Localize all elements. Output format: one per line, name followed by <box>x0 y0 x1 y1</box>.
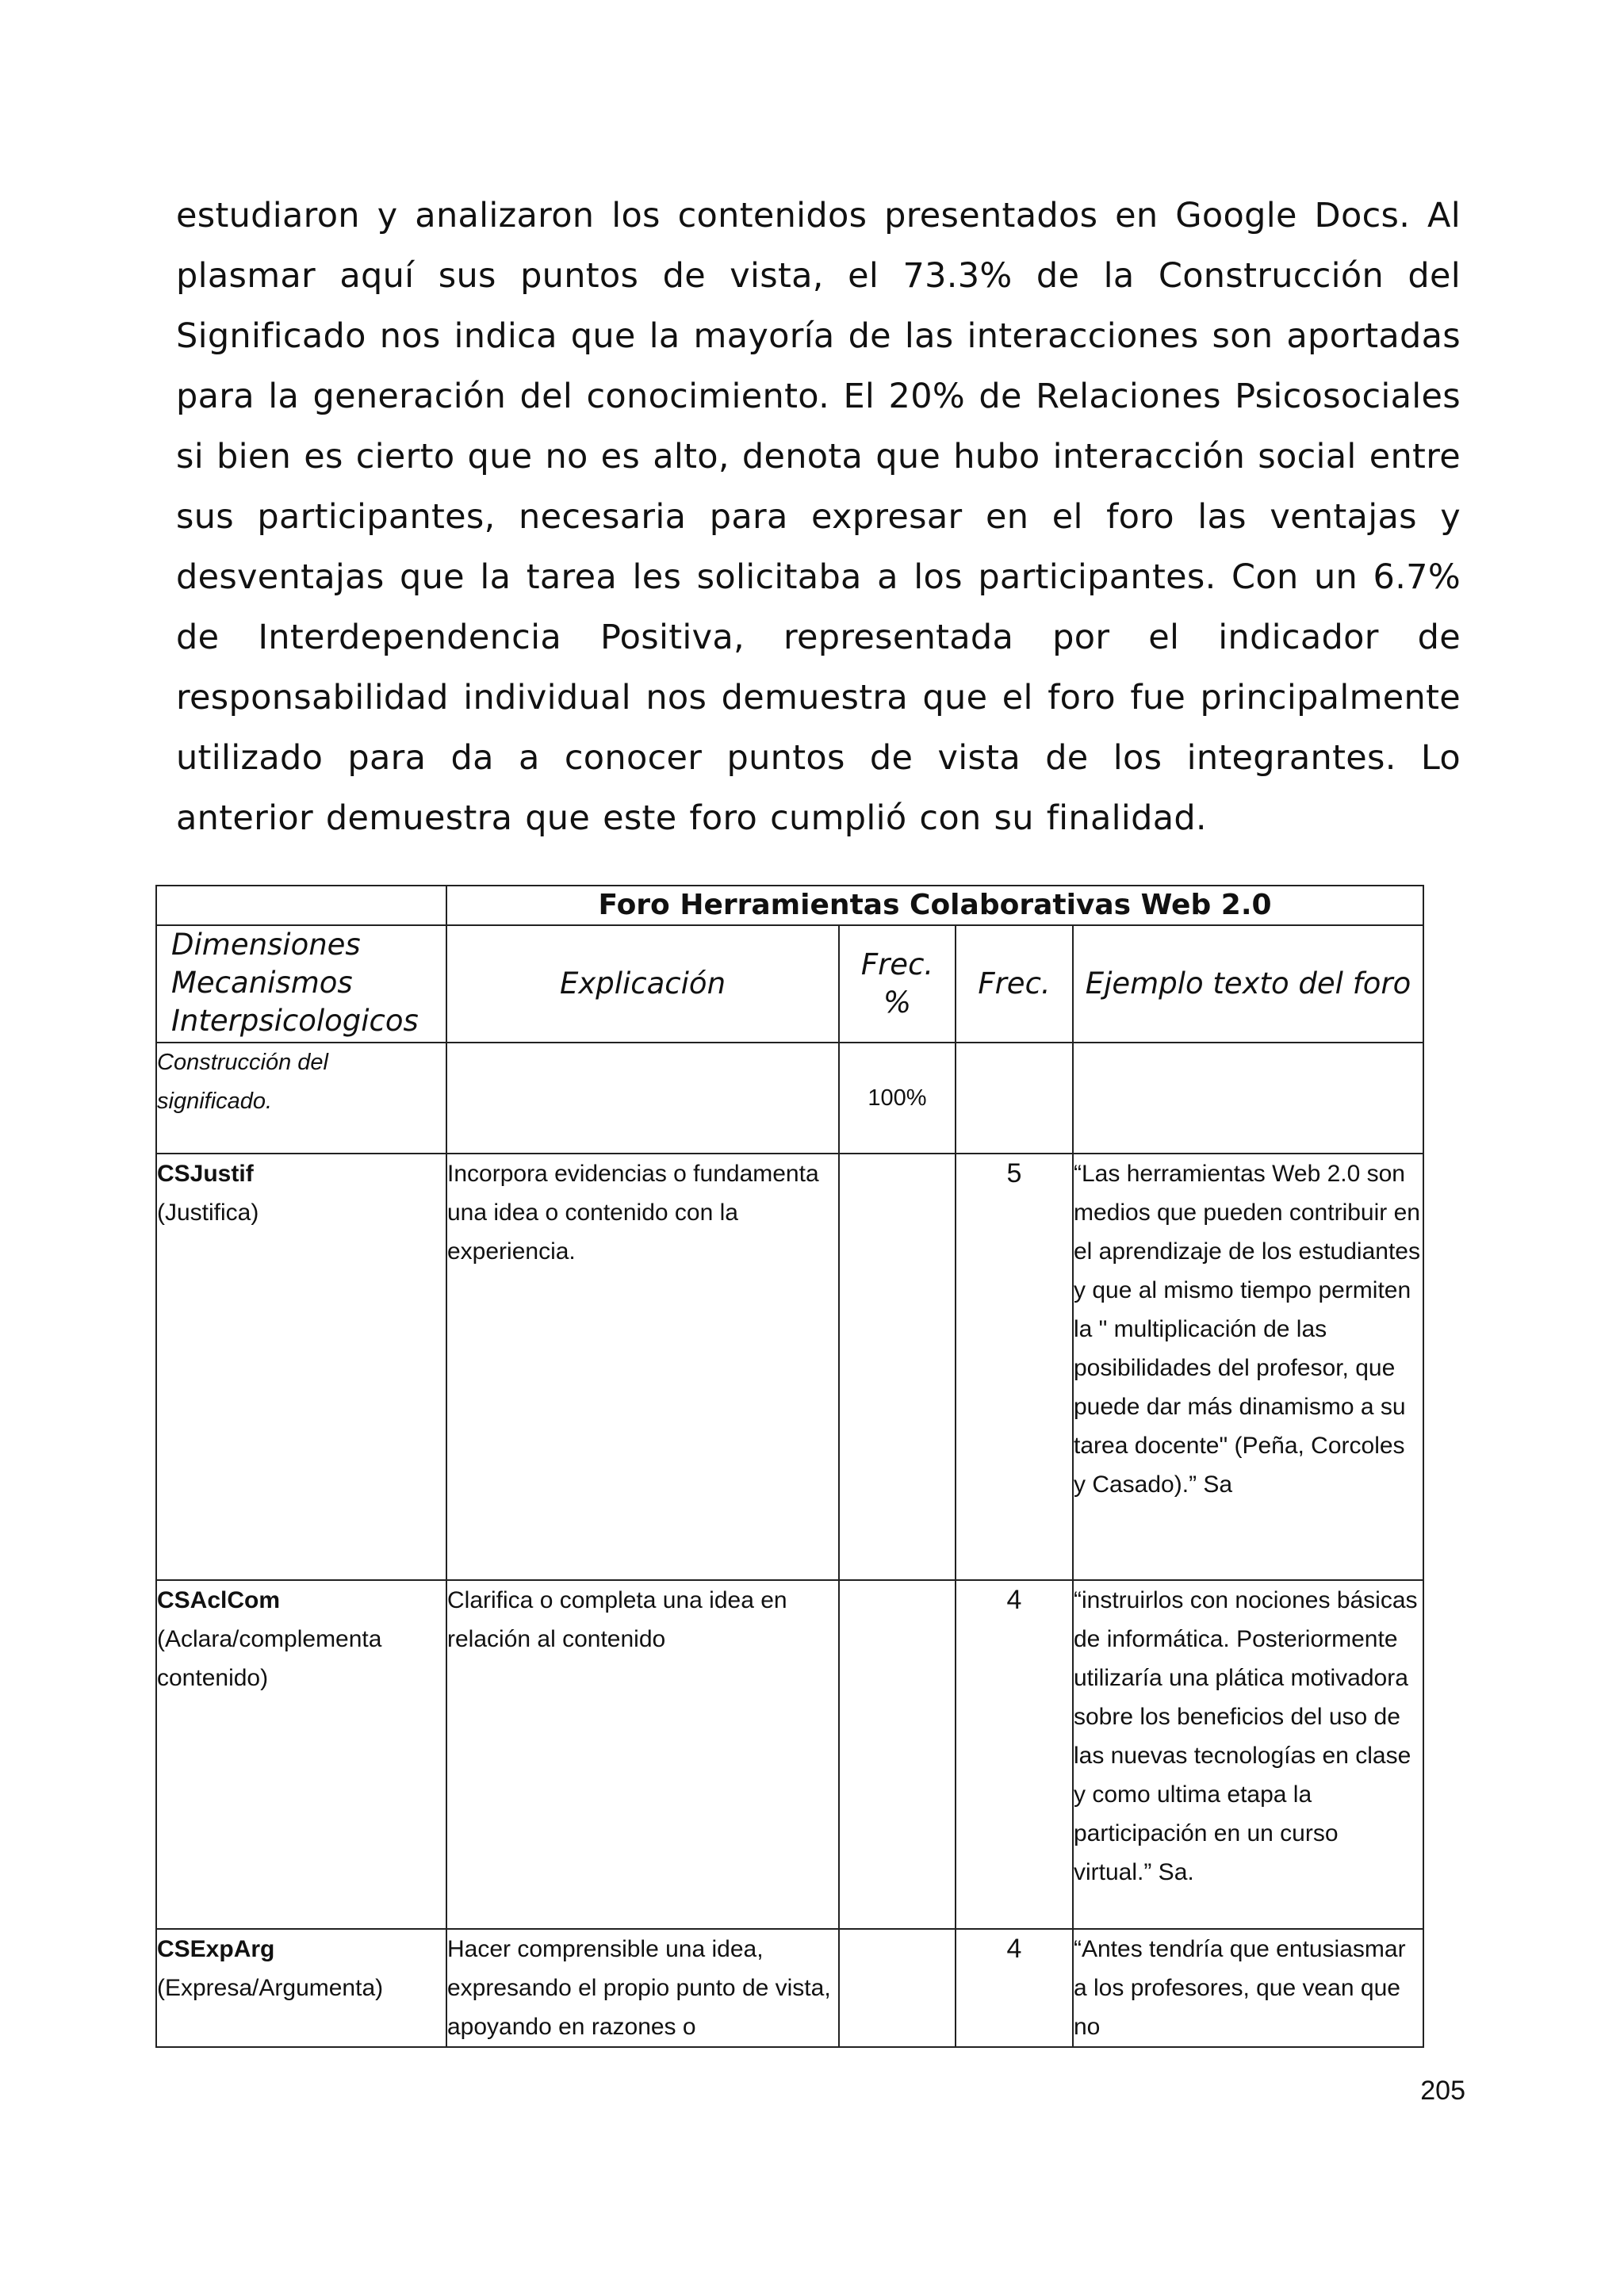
header-dimensions <box>156 925 446 1043</box>
row-explanation: Hacer comprensible una idea, expresando el propio punto de vista, apoyando en razones o <box>446 1929 839 2047</box>
header-dimensions-line1: Dimensiones <box>171 928 361 962</box>
table-row <box>156 1929 1423 2047</box>
body-paragraph: estudiaron y analizaron los contenidos presentados en Google Docs. Al plasmar aquí sus puntos de vista, el 73.3% de la Construcción del Significado nos indica que la mayoría de las interacciones son aportadas para la generación del conocimiento. El 20% de Relaciones Psicosociales si bien es cierto que no es alto, denota que hubo interacción social entre sus participantes, necesaria para expresar en el foro las ventajas y desventajas que la tarea les solicitaba a los participantes. Con un 6.7% de Interdependencia Positiva, representada por el indicador de responsabilidad individual nos demuestra que el foro fue principalmente utilizado para da a conocer puntos de vista de los integrantes. Lo anterior demuestra que este foro cumplió con su finalidad. <box>176 196 1461 838</box>
row-freq: 4 <box>956 1580 1073 1929</box>
row-dimension <box>156 1154 446 1580</box>
row-freq: 4 <box>956 1929 1073 2047</box>
category-explanation-empty <box>446 1043 839 1154</box>
table-corner-cell <box>156 886 446 925</box>
row-code-name: (Aclara/complementa contenido) <box>157 1626 382 1691</box>
row-example: “Antes tendría que entusiasmar a los profesores, que vean que no <box>1073 1929 1423 2047</box>
row-explanation: Clarifica o completa una idea en relación al contenido <box>446 1580 839 1929</box>
row-code-name: (Expresa/Argumenta) <box>157 1975 384 2001</box>
table-row <box>156 1154 1423 1580</box>
header-freq-pct <box>839 925 956 1043</box>
category-label-line1: Construcción del <box>157 1050 328 1075</box>
header-freq-pct-line1: Frec. <box>860 947 934 982</box>
page-number: 205 <box>1420 2076 1465 2106</box>
category-percent: 100% <box>839 1043 956 1154</box>
row-code: CSAclCom <box>157 1587 281 1613</box>
row-dimension <box>156 1580 446 1929</box>
table-row <box>156 1580 1423 1929</box>
header-example: Ejemplo texto del foro <box>1073 925 1423 1043</box>
category-row <box>156 1043 1423 1154</box>
table-title: Foro Herramientas Colaborativas Web 2.0 <box>446 886 1423 925</box>
row-freq: 5 <box>956 1154 1073 1580</box>
row-freq-pct-empty <box>839 1929 956 2047</box>
category-example-empty <box>1073 1043 1423 1154</box>
row-freq-pct-empty <box>839 1580 956 1929</box>
row-code-name: (Justifica) <box>157 1200 259 1226</box>
row-example: “instruirlos con nociones básicas de informática. Posteriormente utilizaría una plática motivadora sobre los beneficios del uso de las nuevas tecnologías en clase y como ultima etapa la participación en un curso virtual.” Sa. <box>1073 1580 1423 1929</box>
row-example: “Las herramientas Web 2.0 son medios que pueden contribuir en el aprendizaje de los estudiantes y que al mismo tiempo permiten la " multiplicación de las posibilidades del profesor, que puede dar más dinamismo a su tarea docente" (Peña, Corcoles y Casado).” Sa <box>1073 1154 1423 1580</box>
row-explanation: Incorpora evidencias o fundamenta una idea o contenido con la experiencia. <box>446 1154 839 1580</box>
row-freq-pct-empty <box>839 1154 956 1580</box>
table-header-row <box>156 925 1423 1043</box>
header-dimensions-line3: Interpsicologicos <box>171 1004 419 1038</box>
row-dimension <box>156 1929 446 2047</box>
row-code: CSJustif <box>157 1161 254 1187</box>
category-freq-empty <box>956 1043 1073 1154</box>
category-label <box>156 1043 446 1154</box>
header-dimensions-line2: Mecanismos <box>171 966 353 1000</box>
category-label-line2: significado. <box>157 1089 273 1114</box>
row-code: CSExpArg <box>157 1936 275 1962</box>
header-explanation: Explicación <box>446 925 839 1043</box>
header-freq: Frec. <box>956 925 1073 1043</box>
header-freq-pct-line2: % <box>883 985 912 1020</box>
forum-analysis-table <box>155 885 1424 2048</box>
table-title-row <box>156 886 1423 925</box>
